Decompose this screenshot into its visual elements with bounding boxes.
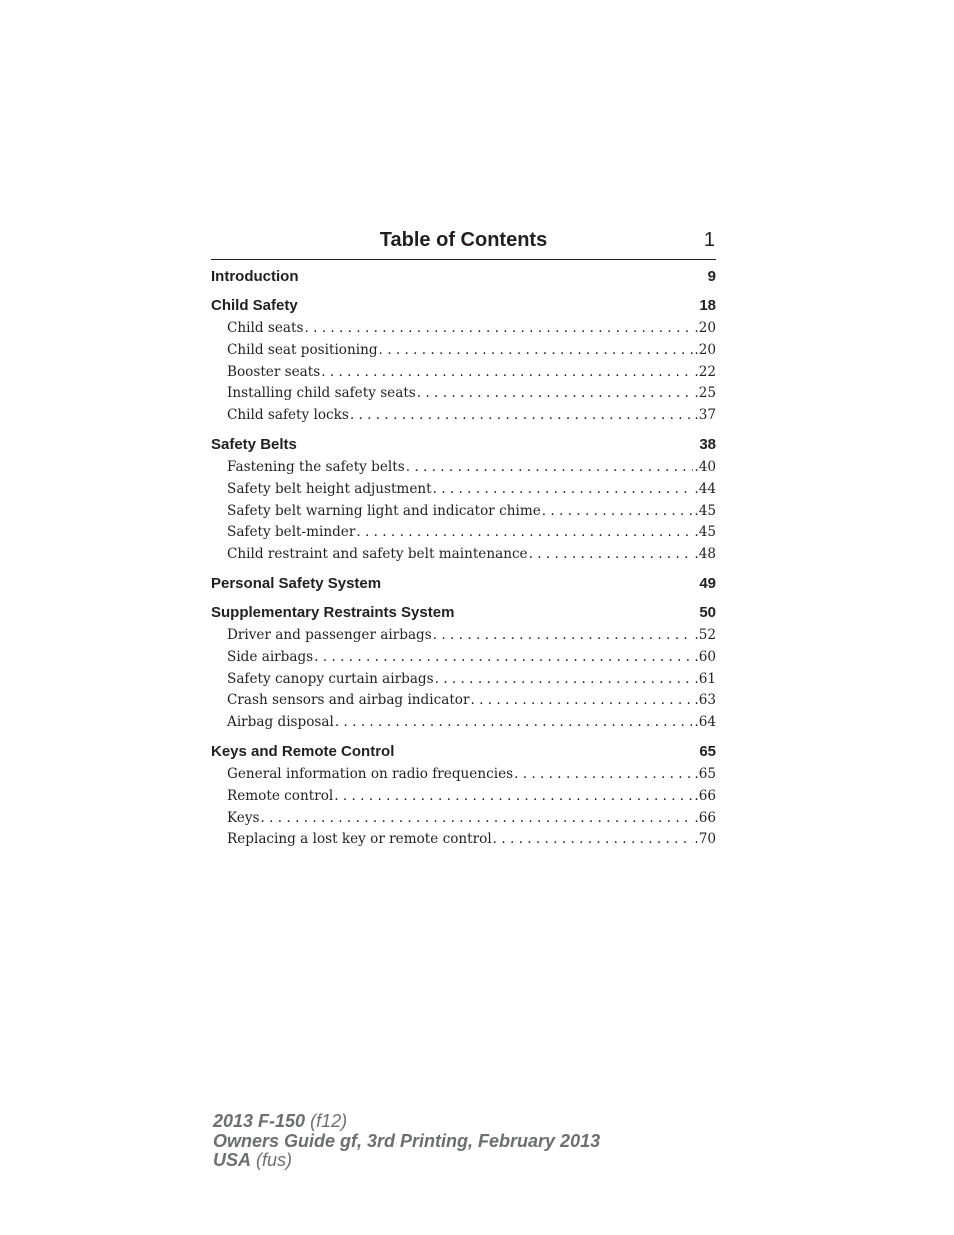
dot-leader <box>314 647 693 669</box>
dot-leader <box>321 362 693 384</box>
toc-section-title: Child Safety <box>211 297 298 314</box>
toc-entry-label: Child safety locks <box>227 407 349 424</box>
toc-entry-page: .44 <box>694 480 716 497</box>
toc-entry-page: .64 <box>694 714 716 731</box>
footer-line-market <box>213 1151 600 1171</box>
toc-section-heading[interactable] <box>211 434 716 456</box>
toc-entry-page: .45 <box>694 502 716 519</box>
dot-leader <box>433 625 694 647</box>
footer-line-model <box>213 1112 600 1132</box>
toc-section <box>211 602 716 734</box>
toc-entry[interactable] <box>211 808 716 830</box>
toc-entry-label: Fastening the safety belts <box>227 458 405 475</box>
toc-entry-label: Booster seats <box>227 363 321 380</box>
toc-entry-label: Side airbags <box>227 648 314 665</box>
dot-leader <box>529 544 694 566</box>
dot-leader <box>433 479 694 501</box>
toc-section <box>211 295 716 427</box>
toc-section-title: Personal Safety System <box>211 574 382 592</box>
toc-entry-page: .20 <box>694 320 716 336</box>
toc-section-heading[interactable] <box>211 295 716 317</box>
toc-entry-label: Keys <box>227 809 260 826</box>
toc-entry-label: General information on radio frequencies <box>227 765 514 782</box>
dot-leader <box>470 690 693 712</box>
page-title: Table of Contents <box>379 229 548 251</box>
footer-model-code: (f12) <box>310 1111 348 1131</box>
dot-leader <box>335 712 694 734</box>
toc-section-page: 38 <box>699 435 716 453</box>
toc-entry[interactable] <box>211 829 716 851</box>
toc-entry-label: Safety belt-minder <box>227 524 356 541</box>
toc-entry-page: .65 <box>694 765 716 782</box>
toc-entry-page: .20 <box>694 341 716 358</box>
dot-leader <box>406 457 694 479</box>
toc-entry[interactable] <box>211 625 716 647</box>
toc-entry[interactable] <box>211 669 716 691</box>
toc-entry-page: .40 <box>694 458 716 475</box>
toc-entry[interactable] <box>211 501 716 523</box>
toc-entry-page: .66 <box>694 809 716 826</box>
toc-section <box>211 741 716 851</box>
toc-entry[interactable] <box>211 647 716 669</box>
toc-section-heading[interactable] <box>211 266 716 288</box>
toc-entry-page: .25 <box>694 385 716 402</box>
toc-entry-page: .45 <box>694 524 716 541</box>
toc-section <box>211 266 716 288</box>
toc-section-page: 65 <box>699 742 716 760</box>
dot-leader <box>435 669 694 691</box>
toc-entry-label: Remote control <box>227 787 334 804</box>
toc-entry-page: .22 <box>694 363 716 380</box>
toc-entry-page: .37 <box>694 407 716 424</box>
toc-entry[interactable] <box>211 786 716 808</box>
toc-entry-label: Child seats <box>227 320 304 336</box>
toc-section-title: Supplementary Restraints System <box>211 603 455 621</box>
footer-market: USA <box>213 1150 252 1170</box>
toc-entry-page: .70 <box>694 831 716 848</box>
toc-entry[interactable] <box>211 340 716 362</box>
toc-section-title: Keys and Remote Control <box>211 742 395 760</box>
dot-leader <box>304 318 693 340</box>
toc-entry[interactable] <box>211 362 716 384</box>
toc-section-page: 9 <box>707 268 716 285</box>
toc-entry-page: .63 <box>694 692 716 709</box>
toc-entry[interactable] <box>211 690 716 712</box>
dot-leader <box>261 808 694 830</box>
toc-section-page: 49 <box>699 574 716 592</box>
toc-entry-page: .48 <box>694 546 716 563</box>
toc-entry[interactable] <box>211 457 716 479</box>
dot-leader <box>350 405 694 427</box>
toc-entry-label: Safety belt height adjustment <box>227 480 432 497</box>
toc-section <box>211 573 716 595</box>
toc-section-heading[interactable] <box>211 741 716 763</box>
toc-section-heading[interactable] <box>211 602 716 624</box>
toc-entry[interactable] <box>211 712 716 734</box>
toc-section-title: Introduction <box>211 268 299 285</box>
dot-leader <box>493 829 694 851</box>
toc-section-title: Safety Belts <box>211 435 297 453</box>
toc-entry-page: .61 <box>694 670 716 687</box>
toc-entry[interactable] <box>211 544 716 566</box>
footer <box>213 1112 600 1171</box>
toc-entry-page: .60 <box>694 648 716 665</box>
toc-entry[interactable] <box>211 764 716 786</box>
page-number: 1 <box>703 229 715 251</box>
table-of-contents <box>211 266 716 858</box>
toc-entry-label: Replacing a lost key or remote control <box>227 831 492 848</box>
toc-entry-label: Safety canopy curtain airbags <box>227 670 434 687</box>
dot-leader <box>334 786 693 808</box>
toc-entry-label: Crash sensors and airbag indicator <box>227 692 470 709</box>
toc-entry-label: Safety belt warning light and indicator chime <box>227 502 541 519</box>
dot-leader <box>542 501 694 523</box>
toc-entry[interactable] <box>211 383 716 405</box>
page-header <box>211 229 716 260</box>
toc-entry[interactable] <box>211 479 716 501</box>
footer-model: 2013 F-150 <box>213 1111 306 1131</box>
dot-leader <box>514 764 693 786</box>
toc-entry[interactable] <box>211 405 716 427</box>
toc-section <box>211 434 716 566</box>
dot-leader <box>356 522 693 544</box>
dot-leader <box>379 340 694 362</box>
toc-entry-label: Driver and passenger airbags <box>227 626 432 643</box>
toc-entry[interactable] <box>211 318 716 340</box>
toc-section-page: 18 <box>699 297 716 314</box>
footer-edition: Owners Guide gf, 3rd Printing, February 2013 <box>213 1130 601 1151</box>
footer-market-code: (fus) <box>256 1150 293 1170</box>
toc-entry-label: Airbag disposal <box>227 714 334 731</box>
toc-entry-label: Child seat positioning <box>227 341 378 358</box>
toc-entry-page: .52 <box>694 626 716 643</box>
toc-entry-label: Child restraint and safety belt maintenance <box>227 546 528 563</box>
toc-entry[interactable] <box>211 522 716 544</box>
toc-section-page: 50 <box>699 603 716 621</box>
toc-entry-label: Installing child safety seats <box>227 385 416 402</box>
dot-leader <box>417 383 694 405</box>
toc-entry-page: .66 <box>694 787 716 804</box>
toc-section-heading[interactable] <box>211 573 716 595</box>
